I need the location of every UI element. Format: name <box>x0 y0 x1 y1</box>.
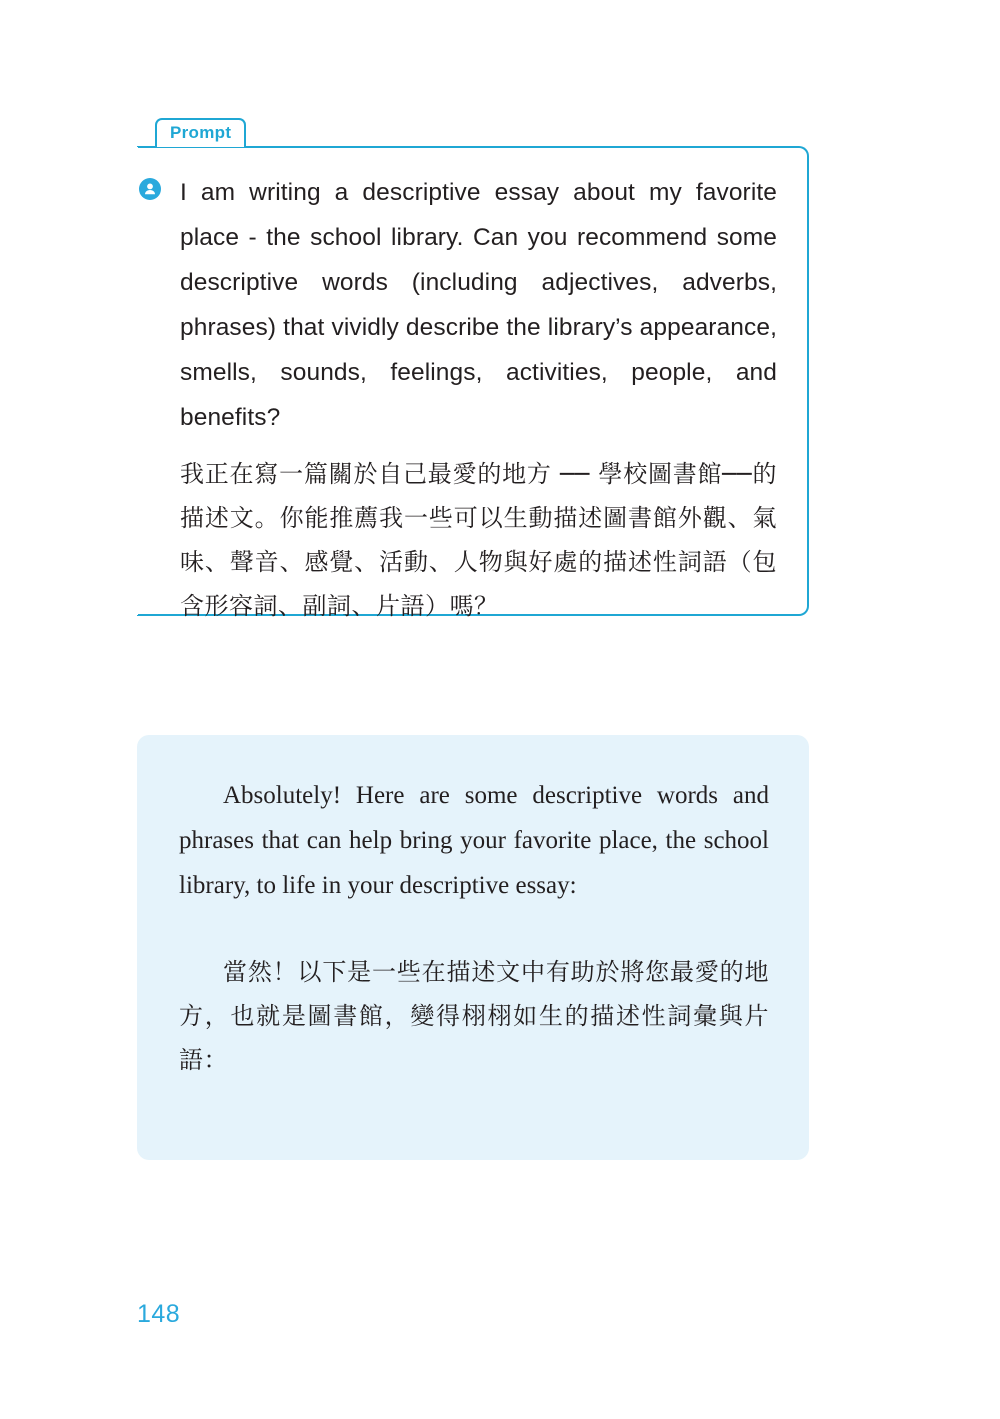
page-number: 148 <box>137 1300 181 1328</box>
prompt-text-english: I am writing a descriptive essay about my favorite place - the school library. Can you recommend some descriptive words (including adjectives, adverbs, phrases) that vividly describe the library’s appearance, smells, sounds, feelings, activities, people, and benefits? <box>180 179 777 431</box>
user-avatar-icon <box>139 178 161 200</box>
answer-section <box>137 735 809 1160</box>
prompt-body <box>137 146 809 620</box>
answer-text-chinese: 當然！以下是一些在描述文中有助於將您最愛的地方，也就是圖書館，變得栩栩如生的描述性詞彙與片語： <box>179 958 769 1074</box>
prompt-tab-label: Prompt <box>155 118 246 147</box>
prompt-text-chinese: 我正在寫一篇關於自己最愛的地方 ── 學校圖書館──的描述文。你能推薦我一些可以生動描述圖書館外觀、氣味、聲音、感覺、活動、人物與好處的描述性詞語（包含形容詞、副詞、片語）嗎？ <box>180 460 777 620</box>
prompt-text <box>180 170 777 628</box>
answer-text-english: Absolutely! Here are some descriptive words and phrases that can help bring your favorite place, the school library, to life in your descriptive essay: <box>179 782 769 899</box>
